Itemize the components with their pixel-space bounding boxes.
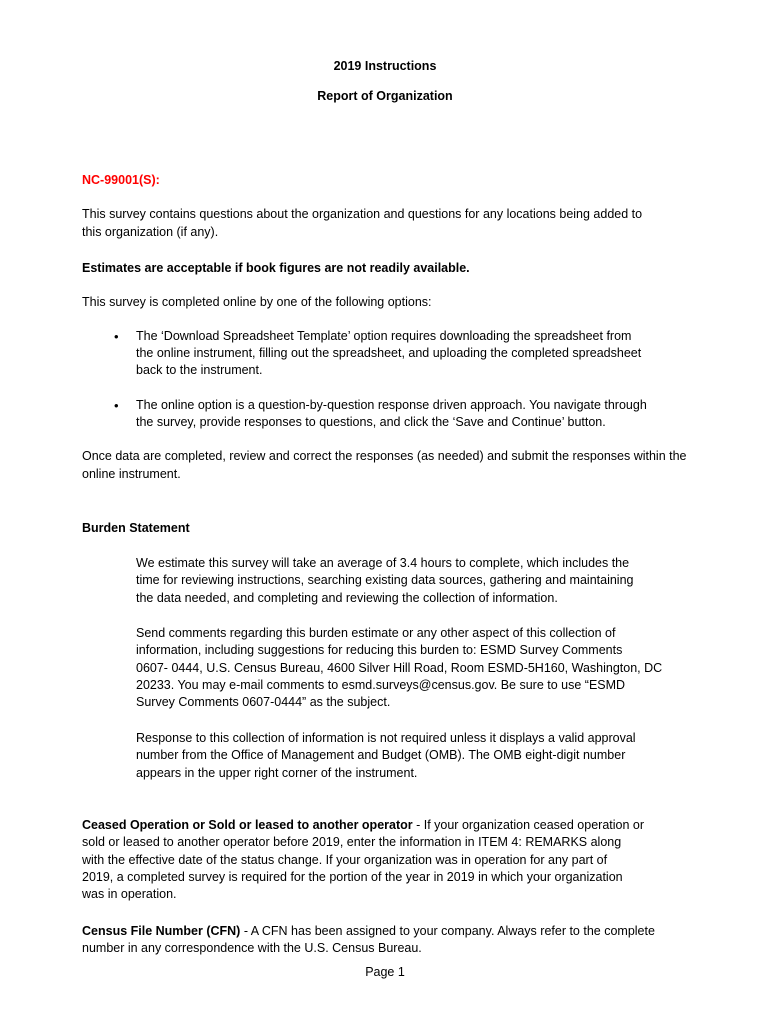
burden-line: number from the Office of Management and Budget (OMB). The OMB eight-digit number xyxy=(136,748,626,762)
bullet-icon: • xyxy=(114,329,119,344)
cfn-line xyxy=(82,923,655,941)
burden-heading: Burden Statement xyxy=(82,521,190,535)
ceased-line xyxy=(82,817,644,835)
cfn-text: - A CFN has been assigned to your company. Always refer to the complete xyxy=(240,924,655,938)
burden-line: 0607- 0444, U.S. Census Bureau, 4600 Silver Hill Road, Room ESMD-5H160, Washington, DC xyxy=(136,661,663,675)
document-subtitle: Report of Organization xyxy=(317,89,453,103)
completion-line: online instrument. xyxy=(82,467,181,481)
bullet-line: The online option is a question-by-question response driven approach. You navigate through xyxy=(136,398,647,412)
bullet-line: back to the instrument. xyxy=(136,363,263,377)
burden-line: We estimate this survey will take an average of 3.4 hours to complete, which includes the xyxy=(136,556,630,570)
ceased-heading: Ceased Operation or Sold or leased to another operator xyxy=(82,818,413,832)
page-number: Page 1 xyxy=(365,965,405,979)
burden-line: time for reviewing instructions, searching existing data sources, gathering and maintaining xyxy=(136,573,634,587)
intro-line: This survey contains questions about the organization and questions for any locations being added to xyxy=(82,207,643,221)
form-id: NC-99001(S): xyxy=(82,173,160,187)
burden-line: appears in the upper right corner of the instrument. xyxy=(136,766,418,780)
cfn-line: number in any correspondence with the U.S. Census Bureau. xyxy=(82,941,422,955)
burden-line: the data needed, and completing and reviewing the collection of information. xyxy=(136,591,558,605)
intro-line: this organization (if any). xyxy=(82,225,219,239)
ceased-line: with the effective date of the status change. If your organization was in operation for any part of xyxy=(82,853,608,867)
burden-line: information, including suggestions for reducing this burden to: ESMD Survey Comments xyxy=(136,643,623,657)
burden-line: 20233. You may e-mail comments to esmd.surveys@census.gov. Be sure to use “ESMD xyxy=(136,678,626,692)
bullet-icon: • xyxy=(114,398,119,413)
ceased-line: 2019, a completed survey is required for the portion of the year in 2019 in which your organization xyxy=(82,870,623,884)
ceased-text: - If your organization ceased operation or xyxy=(412,818,645,832)
bullet-line: the online instrument, filling out the spreadsheet, and uploading the completed spreadsheet xyxy=(136,346,642,360)
options-intro: This survey is completed online by one of the following options: xyxy=(82,295,432,309)
ceased-line: sold or leased to another operator before 2019, enter the information in ITEM 4: REMARKS along xyxy=(82,835,622,849)
completion-line: Once data are completed, review and correct the responses (as needed) and submit the responses within the xyxy=(82,449,687,463)
bullet-line: the survey, provide responses to questions, and click the ‘Save and Continue’ button. xyxy=(136,415,606,429)
cfn-heading: Census File Number (CFN) xyxy=(82,924,241,938)
burden-line: Send comments regarding this burden estimate or any other aspect of this collection of xyxy=(136,626,616,640)
estimates-note: Estimates are acceptable if book figures are not readily available. xyxy=(82,261,470,275)
document-title: 2019 Instructions xyxy=(333,59,437,73)
ceased-line: was in operation. xyxy=(82,887,177,901)
burden-line: Survey Comments 0607-0444” as the subject. xyxy=(136,695,391,709)
bullet-line: The ‘Download Spreadsheet Template’ option requires downloading the spreadsheet from xyxy=(136,329,632,343)
burden-line: Response to this collection of information is not required unless it displays a valid approval xyxy=(136,731,636,745)
